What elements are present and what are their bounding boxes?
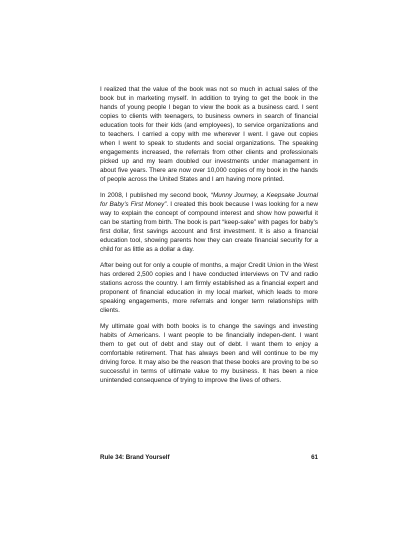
chapter-title: Rule 34: Brand Yourself	[100, 454, 170, 461]
paragraph-2-intro: In 2008, I published my second book,	[100, 192, 211, 199]
paragraph-3: After being out for only a couple of months, a major Credit Union in the West has ordered 2,500 copies and I have conducted interviews on TV and radio stations across the country. I am firmly established as a financial expert and proponent of financial education in my local market, which leads to more speaking engagements, more referrals and longer term relationships with clients.	[100, 262, 318, 314]
paragraph-4: My ultimate goal with both books is to change the savings and investing habits of Americans. I want people to be financially indepen-dent. I want them to get out of debt and stay out of debt. I want them to enjoy a comfortable retirement. That has always been and will continue to be my driving force. It may also be the reason that these books are proving to be so successful in terms of ultimate value to my business. It has been a nice unintended consequence of trying to improve the lives of others.	[100, 323, 318, 384]
paragraph-1: I realized that the value of the book was not so much in actual sales of the book but in marketing myself. In addition to trying to get the book in the hands of young people I began to view the book as a business card. I sent copies to clients with teenagers, to business owners in search of financial education tools for their kids (and employees), to service organizations and to teachers. I carried a copy with me wherever I went. I gave out copies when I went to speak to students and social organizations. The speaking engagements increased, the referrals from other clients and professionals picked up and my team doubled our investments under management in about five years. There are now over 10,000 copies of my book in the hands of people across the United States and I am having more printed.	[100, 86, 318, 183]
paragraph-2	[100, 191, 318, 254]
book-title: “Munny Journey, a Keepsake Journal for Baby’s First Money”	[100, 192, 318, 208]
paragraph-2-rest: . I created this book because I was looking for a new way to explain the concept of compound interest and show how powerful it can be starting from birth. The book is part “keep-sake” with pages for baby’s first dollar, first savings account and first investment. It is also a financial education tool, showing parents how they can create financial security for a child for as little as a dollar a day.	[100, 201, 318, 253]
page-number: 61	[311, 454, 318, 461]
body-text	[100, 85, 318, 392]
